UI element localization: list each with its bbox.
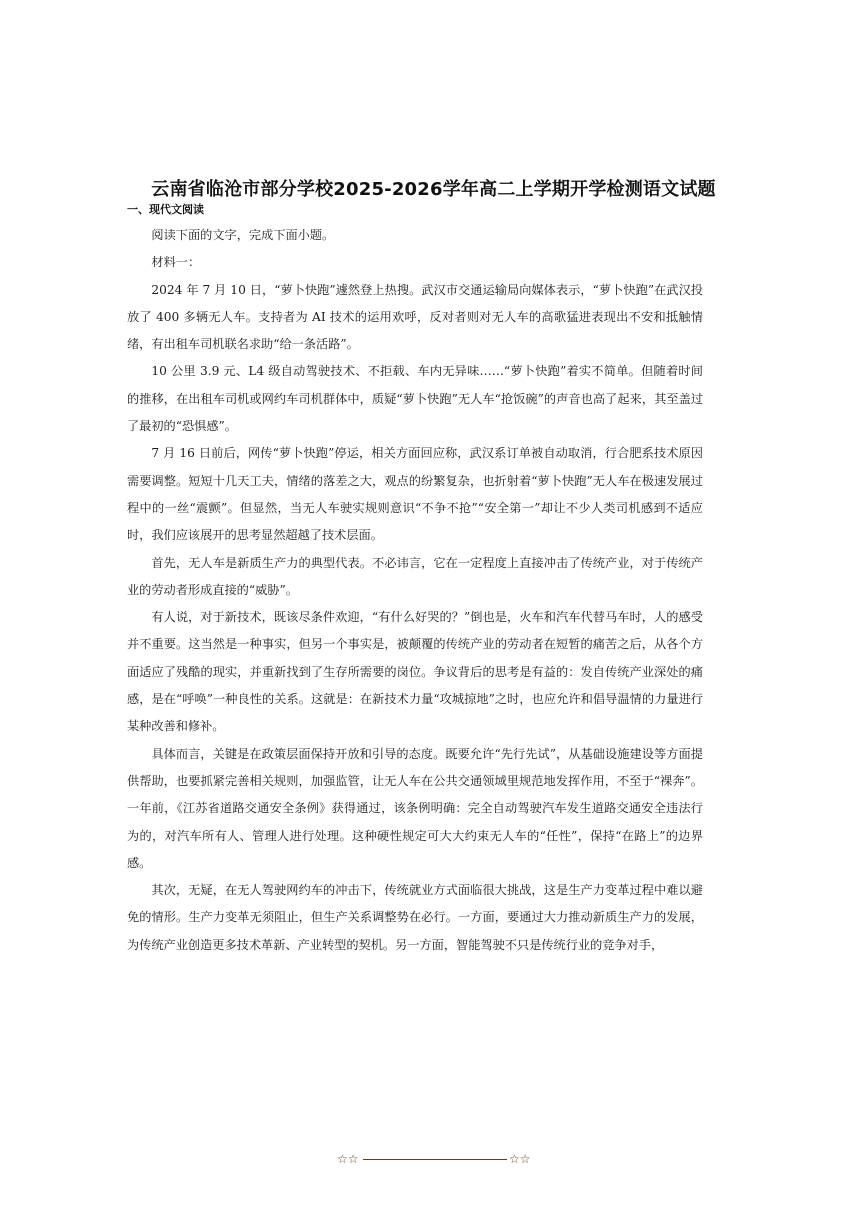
paragraph: 2024 年 7 月 10 日，“萝卜快跑”遽然登上热搜。武汉市交通运输局向媒体表示，“萝卜快跑”在武汉投放了 400 多辆无人车。支持者为 AI 技术的运用欢呼，反对者则对无人车的高歌猛进表现出不安和抵触情绪，有出租车司机联名求助“给一条活路”。	[127, 282, 703, 352]
footer-ornament	[337, 1150, 533, 1168]
paragraph: 7 月 16 日前后，网传“萝卜快跑”停运，相关方面回应称，武汉系订单被自动取消，行合肥系技术原因需要调整。短短十几天工夫，情绪的落差之大，观点的纷繁复杂，也折射着“萝卜快跑”无人车在极速发展过程中的一丝“震颤”。但显然，当无人车驶实规则意识“不争不抢”“安全第一”却让不少人类司机感到不适应时，我们应该展开的思考显然超越了技术层面。	[127, 446, 703, 543]
document-title: 云南省临沧市部分学校2025-2026学年高二上学期开学检测语文试题	[151, 179, 716, 200]
paragraph: 其次，无疑，在无人驾驶网约车的冲击下，传统就业方式面临很大挑战，这是生产力变革过程中难以避免的情形。生产力变革无须阻止，但生产关系调整势在必行。一方面，要通过大力推动新质生产力的发展，为传统产业创造更多技术革新、产业转型的契机。另一方面，智能驾驶不只是传统行业的竞争对手，	[127, 883, 703, 952]
section-heading: 一、现代文阅读	[127, 203, 204, 216]
paragraph: 具体而言，关键是在政策层面保持开放和引导的态度。既要允许“先行先试”，从基础设施建设等方面提供帮助，也要抓紧完善相关规则，加强监管，让无人车在公共交通领域里规范地发挥作用，不至于“裸奔”。一年前，《江苏省道路交通安全条例》获得通过，该条例明确：完全自动驾驶汽车发生道路交通安全违法行为的，对汽车所有人、管理人进行处理。这种硬性规定可大大约束无人车的“任性”，保持“在路上”的边界感。	[127, 746, 703, 870]
paragraph: 阅读下面的文字，完成下面小题。	[151, 228, 335, 242]
footer-divider	[363, 1159, 507, 1160]
paragraph: 材料一：	[151, 255, 201, 270]
reading-passage	[127, 222, 703, 959]
star-icon: ☆☆	[509, 1152, 531, 1166]
paragraph: 有人说，对于新技术，既该尽条件欢迎，“有什么好哭的？”倒也是，火车和汽车代替马车时，人的感受并不重要。这当然是一种事实，但另一个事实是，被颠覆的传统产业的劳动者在短暂的痛苦之后，从各个方面适应了残酷的现实，并重新找到了生存所需要的岗位。争议背后的思考是有益的：发自传统产业深处的痛感，是在“呼唤”一种良性的关系。这就是：在新技术力量“攻城掠地”之时，也应允许和倡导温情的力量进行某种改善和修补。	[127, 610, 703, 734]
paragraph: 首先，无人车是新质生产力的典型代表。不必讳言，它在一定程度上直接冲击了传统产业，对于传统产业的劳动者形成直接的“威胁”。	[127, 555, 703, 597]
star-icon: ☆☆	[337, 1152, 359, 1166]
paragraph: 10 公里 3.9 元、L4 级自动驾驶技术、不拒载、车内无异味……“萝卜快跑”着实不简单。但随着时间的推移，在出租车司机或网约车司机群体中，质疑“萝卜快跑”无人车“抢饭碗”的声音也高了起来，其至盖过了最初的“恐惧感”。	[127, 364, 703, 434]
